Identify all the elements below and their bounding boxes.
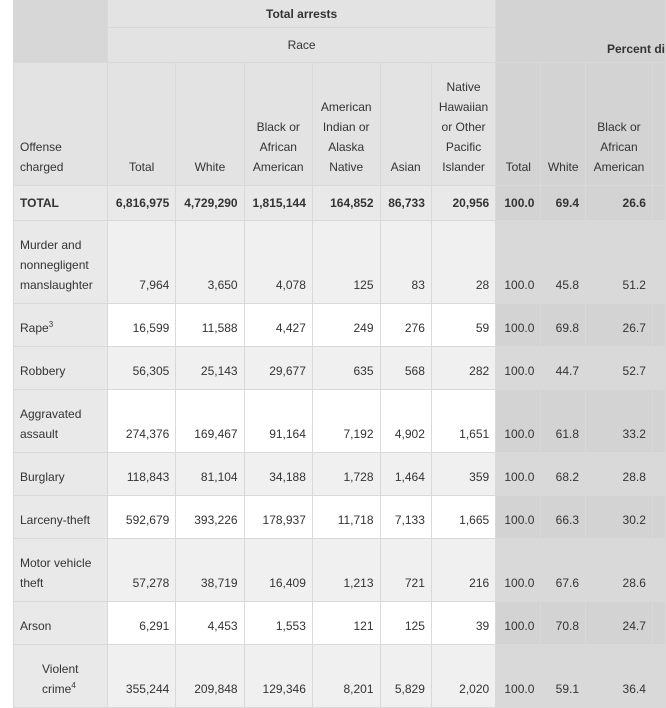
offense-cell [14, 186, 108, 221]
value-cell: 11,588 [176, 304, 244, 347]
percent-cell: 68.2 [541, 453, 586, 496]
value-cell: 178,937 [244, 496, 312, 539]
value-cell: 6,291 [108, 602, 176, 645]
value-cell: 393,226 [176, 496, 244, 539]
table-row [14, 539, 666, 602]
percent-cell: 100.0 [496, 496, 541, 539]
percent-cell: 44.7 [541, 347, 586, 390]
column-header: American Indian or Alaska Native [312, 63, 380, 186]
value-cell: 209,848 [176, 645, 244, 708]
percent-cell: 66.3 [541, 496, 586, 539]
percent-cell: 100.0 [496, 390, 541, 453]
value-cell: 38,719 [176, 539, 244, 602]
value-cell: 16,409 [244, 539, 312, 602]
percent-cell: 26.7 [586, 304, 653, 347]
header-stub [14, 0, 108, 63]
column-header: Asian [380, 63, 431, 186]
value-cell: 1,213 [312, 539, 380, 602]
percent-cell: 69.8 [541, 304, 586, 347]
table-row [14, 602, 666, 645]
offense-label: Murder and nonnegligent manslaughter [20, 238, 93, 292]
percent-cell-cut [652, 496, 665, 539]
value-cell: 20,956 [431, 186, 495, 221]
percent-cell: 45.8 [541, 221, 586, 304]
value-cell: 592,679 [108, 496, 176, 539]
percent-cell-cut [652, 221, 665, 304]
footnote-marker: 4 [71, 681, 76, 690]
value-cell: 118,843 [108, 453, 176, 496]
value-cell: 164,852 [312, 186, 380, 221]
table-row [14, 347, 666, 390]
value-cell: 4,427 [244, 304, 312, 347]
percent-cell: 100.0 [496, 453, 541, 496]
value-cell: 282 [431, 347, 495, 390]
value-cell: 4,453 [176, 602, 244, 645]
percent-cell-cut [652, 347, 665, 390]
offense-label: Robbery [20, 364, 66, 378]
value-cell: 216 [431, 539, 495, 602]
percent-cell-cut [652, 390, 665, 453]
percent-cell: 59.1 [541, 645, 586, 708]
percent-column-header: Black or African American [586, 63, 653, 186]
value-cell: 56,305 [108, 347, 176, 390]
value-cell: 4,078 [244, 221, 312, 304]
offense-charged-header: Offense charged [14, 63, 108, 186]
percent-column-header: White [541, 63, 586, 186]
offense-cell [14, 539, 108, 602]
percent-cell: 26.6 [586, 186, 653, 221]
value-cell: 57,278 [108, 539, 176, 602]
value-cell: 25,143 [176, 347, 244, 390]
value-cell: 7,133 [380, 496, 431, 539]
value-cell: 8,201 [312, 645, 380, 708]
offense-cell [14, 496, 108, 539]
value-cell: 721 [380, 539, 431, 602]
percent-cell-cut [652, 186, 665, 221]
value-cell: 359 [431, 453, 495, 496]
percent-cell-cut [652, 645, 665, 708]
offense-cell [14, 602, 108, 645]
value-cell: 249 [312, 304, 380, 347]
column-header: Black or African American [244, 63, 312, 186]
percent-cell: 30.2 [586, 496, 653, 539]
offense-label: Aggravated assault [20, 407, 82, 441]
table-row [14, 390, 666, 453]
percent-cell: 69.4 [541, 186, 586, 221]
table-row [14, 304, 666, 347]
percent-cell: 100.0 [496, 539, 541, 602]
table-row [14, 221, 666, 304]
percent-cell: 100.0 [496, 602, 541, 645]
value-cell: 129,346 [244, 645, 312, 708]
offense-cell [14, 221, 108, 304]
table-row [14, 645, 666, 708]
offense-label: TOTAL [20, 196, 59, 210]
value-cell: 1,464 [380, 453, 431, 496]
value-cell: 7,192 [312, 390, 380, 453]
value-cell: 169,467 [176, 390, 244, 453]
offense-label: Motor vehicle theft [20, 556, 92, 590]
percent-cell: 100.0 [496, 645, 541, 708]
percent-cell: 100.0 [496, 221, 541, 304]
offense-label: Larceny-theft [20, 513, 91, 527]
percent-cell-cut [652, 539, 665, 602]
footnote-marker: 3 [48, 320, 54, 329]
value-cell: 274,376 [108, 390, 176, 453]
percent-cell-cut [652, 304, 665, 347]
percent-column-header: Total [496, 63, 541, 186]
percent-cell: 100.0 [496, 186, 541, 221]
value-cell: 2,020 [431, 645, 495, 708]
value-cell: 125 [380, 602, 431, 645]
value-cell: 29,677 [244, 347, 312, 390]
value-cell: 59 [431, 304, 495, 347]
value-cell: 1,553 [244, 602, 312, 645]
offense-cell [14, 304, 108, 347]
value-cell: 83 [380, 221, 431, 304]
value-cell: 125 [312, 221, 380, 304]
percent-cell: 100.0 [496, 347, 541, 390]
offense-label: Arson [20, 619, 52, 633]
value-cell: 276 [380, 304, 431, 347]
value-cell: 3,650 [176, 221, 244, 304]
offense-label: Violent crime [42, 662, 79, 696]
column-header: White [176, 63, 244, 186]
percent-cell-cut [652, 602, 665, 645]
column-header: Total [108, 63, 176, 186]
value-cell: 121 [312, 602, 380, 645]
value-cell: 91,164 [244, 390, 312, 453]
percent-cell: 61.8 [541, 390, 586, 453]
value-cell: 81,104 [176, 453, 244, 496]
percent-cell: 33.2 [586, 390, 653, 453]
percent-cell: 24.7 [586, 602, 653, 645]
column-header: Native Hawaiian or Other Pacific Islander [431, 63, 495, 186]
table-row [14, 453, 666, 496]
value-cell: 39 [431, 602, 495, 645]
value-cell: 7,964 [108, 221, 176, 304]
percent-column-header-cut [652, 63, 665, 186]
percent-cell: 28.6 [586, 539, 653, 602]
value-cell: 4,729,290 [176, 186, 244, 221]
offense-cell [14, 390, 108, 453]
total-arrests-header: Total arrests [108, 0, 496, 28]
percent-cell: 70.8 [541, 602, 586, 645]
value-cell: 568 [380, 347, 431, 390]
arrests-by-race-table [13, 0, 666, 708]
value-cell: 1,665 [431, 496, 495, 539]
value-cell: 34,188 [244, 453, 312, 496]
offense-cell [14, 645, 108, 708]
value-cell: 635 [312, 347, 380, 390]
value-cell: 6,816,975 [108, 186, 176, 221]
value-cell: 28 [431, 221, 495, 304]
value-cell: 1,728 [312, 453, 380, 496]
value-cell: 1,815,144 [244, 186, 312, 221]
offense-cell [14, 453, 108, 496]
value-cell: 4,902 [380, 390, 431, 453]
percent-cell-cut [652, 453, 665, 496]
percent-cell: 67.6 [541, 539, 586, 602]
value-cell: 355,244 [108, 645, 176, 708]
table-row [14, 496, 666, 539]
value-cell: 1,651 [431, 390, 495, 453]
offense-cell [14, 347, 108, 390]
table-row [14, 186, 666, 221]
race-header: Race [108, 28, 496, 63]
value-cell: 86,733 [380, 186, 431, 221]
percent-cell: 100.0 [496, 304, 541, 347]
percent-cell: 51.2 [586, 221, 653, 304]
percent-cell: 52.7 [586, 347, 653, 390]
offense-label: Rape [20, 321, 49, 335]
percent-cell: 36.4 [586, 645, 653, 708]
offense-label: Burglary [20, 470, 65, 484]
value-cell: 11,718 [312, 496, 380, 539]
percent-distribution-header: Percent di [496, 0, 666, 63]
percent-cell: 28.8 [586, 453, 653, 496]
value-cell: 16,599 [108, 304, 176, 347]
value-cell: 5,829 [380, 645, 431, 708]
